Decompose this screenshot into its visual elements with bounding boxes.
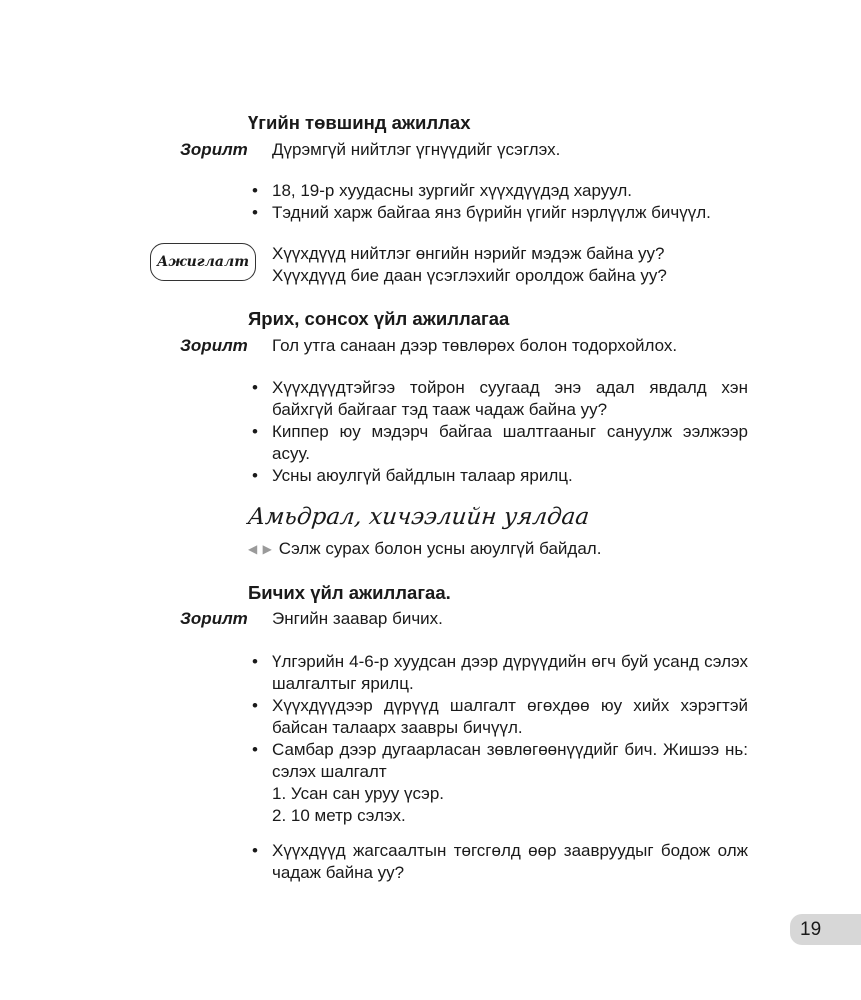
list-item: • 18, 19-р хуудасны зургийг хүүхдүүдэд харуул. [252, 181, 632, 200]
bullet-icon: • [252, 422, 258, 441]
list-item: • Самбар дээр дугаарласан зөвлөгөөнүүдийг бич. Жишээ нь: сэлэх шалгалт 1. Усан сан уруу үсэр. 2. 10 метр сэлэх. [252, 740, 748, 825]
list-item: • Тэдний харж байгаа янз бүрийн үгийг нэрлүүлж бичүүл. [252, 203, 711, 222]
section-heading-word-level: Үгийн төвшинд ажиллах [248, 112, 471, 133]
list-item: • Үлгэрийн 4-6-р хуудсан дээр дүрүүдийн өгч буй усанд сэлэх шалгалтыг ярилц. [252, 652, 748, 693]
page-number: 19 [790, 914, 861, 945]
goal-text: Гол утга санаан дээр төвлөрөх болон тодорхойлох. [272, 336, 678, 355]
list-item: • Киппер юу мэдэрч байгаа шалтгааныг сануулж ээлжээр асуу. [252, 422, 748, 463]
life-link-row [248, 538, 601, 560]
list-item: • Усны аюулгүй байдлын талаар ярилц. [252, 466, 573, 485]
observation-badge: Ажиглалт [150, 243, 256, 281]
bullet-icon: • [252, 652, 258, 671]
bullet-list [248, 377, 748, 487]
section-heading-writing: Бичих үйл ажиллагаа. [248, 582, 451, 603]
numbered-item: 1. Усан сан уруу үсэр. [272, 784, 445, 803]
arrows-icon: ◀ ▶ [248, 542, 273, 556]
bullet-icon: • [252, 203, 258, 222]
bullet-icon: • [252, 841, 258, 860]
list-item: • Хүүхдүүд жагсаалтын төгсгөлд өөр заавруудыг бодож олж чадаж байна уу? [252, 841, 748, 882]
bullet-list [248, 840, 748, 884]
life-link-title: Амьдрал, хичээлийн уялдаа [246, 504, 591, 530]
bullet-icon: • [252, 696, 258, 715]
bullet-icon: • [252, 378, 258, 397]
bullet-list [248, 651, 748, 827]
observation-line: Хүүхдүүд бие даан үсэглэхийг оролдож байна уу? [272, 266, 667, 285]
goal-label: Зорилт [180, 336, 248, 355]
goal-text: Дүрэмгүй нийтлэг үгнүүдийг үсэглэх. [272, 140, 561, 159]
observation-line: Хүүхдүүд нийтлэг өнгийн нэрийг мэдэж байна уу? [272, 244, 665, 263]
numbered-item: 2. 10 метр сэлэх. [272, 806, 406, 825]
goal-label: Зорилт [180, 140, 248, 159]
life-link-text: Сэлж сурах болон усны аюулгүй байдал. [278, 539, 602, 558]
section-heading-speaking-listening: Ярих, сонсох үйл ажиллагаа [248, 308, 510, 329]
goal-label: Зорилт [180, 609, 248, 628]
bullet-icon: • [252, 181, 258, 200]
list-item: • Хүүхдүүдээр дүрүүд шалгалт өгөхдөө юу хийх хэрэгтэй байсан талаарх заавры бичүүл. [252, 696, 748, 737]
numbered-list [272, 783, 748, 827]
goal-text: Энгийн заавар бичих. [272, 609, 443, 628]
bullet-icon: • [252, 740, 258, 759]
bullet-list [248, 180, 748, 224]
bullet-icon: • [252, 466, 258, 485]
list-item: • Хүүхдүүдтэйгээ тойрон суугаад энэ адал явдалд хэн байхгүй байгааг тэд тааж чадаж байна уу? [252, 378, 748, 419]
